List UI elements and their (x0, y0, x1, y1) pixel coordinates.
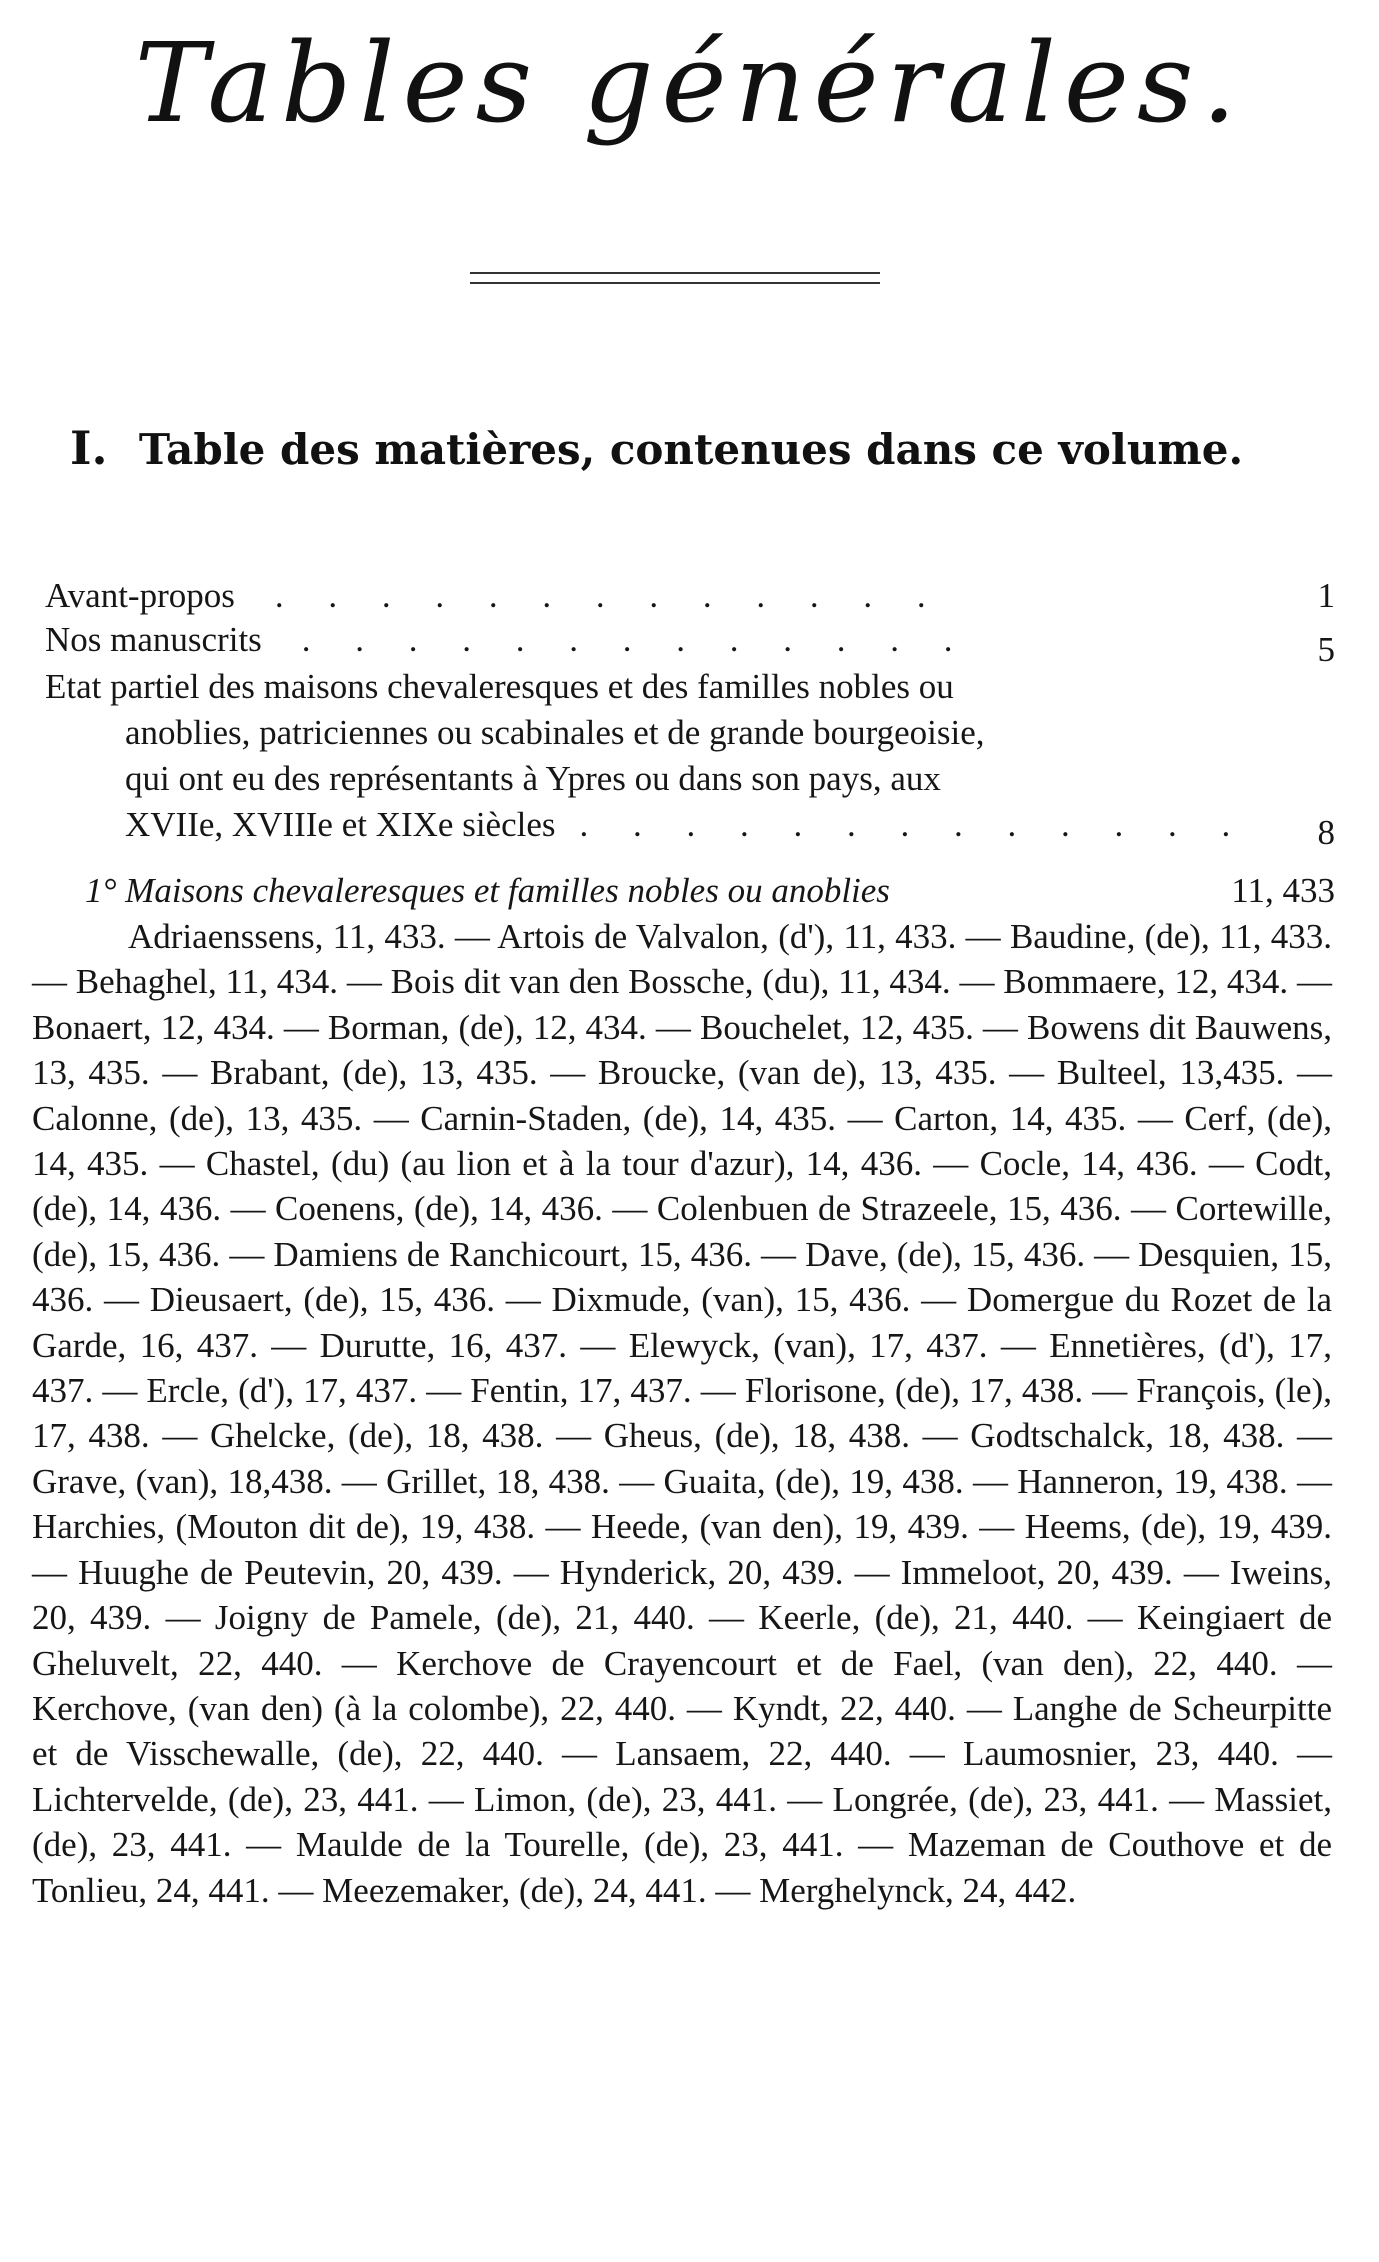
subsection-label: 1° Maisons chevaleresques et familles nobles ou anoblies (85, 871, 890, 910)
toc-entry-line: XVIIe, XVIIIe et XIXe siècles (125, 805, 556, 844)
toc-entry-label: Nos manuscrits (45, 620, 262, 659)
toc-entry-line: anoblies, patriciennes ou scabinales et de grande bourgeoisie, (125, 713, 985, 752)
toc-entry-page: 1 (1317, 576, 1335, 615)
family-list-text: Adriaenssens, 11, 433. — Artois de Valvalon, (d'), 11, 433. — Baudine, (de), 11, 433. — Behaghel, 11, 434. — Bois dit van den Bossche, (du), 11, 434. — Bommaere, 12, 434. — Bonaert, 12, 434. — Borman, (de), 12, 434. — Bouchelet, 12, 435. — Bowens dit Bauwens, 13, 435. — Brabant, (de), 13, 435. — Broucke, (van de), 13, 435. — Bulteel, 13,435. — Calonne, (de), 13, 435. — Carnin-Staden, (de), 14, 435. — Carton, 14, 435. — Cerf, (de), 14, 435. — Chastel, (du) (au lion et à la tour d'azur), 14, 436. — Cocle, 14, 436. — Codt, (de), 14, 436. — Coenens, (de), 14, 436. — Colenbuen de Strazeele, 15, 436. — Cortewille, (de), 15, 436. — Damiens de Ranchicourt, 15, 436. — Dave, (de), 15, 436. — Desquien, 15, 436. — Dieusaert, (de), 15, 436. — Dixmude, (van), 15, 436. — Domergue du Rozet de la Garde, 16, 437. — Durutte, 16, 437. — Elewyck, (van), 17, 437. — Ennetières, (d'), 17, 437. — Ercle, (d'), 17, 437. — Fentin, 17, 437. — Florisone, (de), 17, 438. — François, (le), 17, 438. — Ghelcke, (de), 18, 438. — Gheus, (de), 18, 438. — Godtschalck, 18, 438. — Grave, (van), 18,438. — Grillet, 18, 438. — Guaita, (de), 19, 438. — Hanneron, 19, 438. — Harchies, (Mouton dit de), 19, 438. — Heede, (van den), 19, 439. — Heems, (de), 19, 439. — Huughe de Peutevin, 20, 439. — Hynderick, 20, 439. — Immeloot, 20, 439. — Iweins, 20, 439. — Joigny de Pamele, (de), 21, 440. — Keerle, (de), 21, 440. — Keingiaert de Gheluvelt, 22, 440. — Kerchove de Crayencourt et de Fael, (van den), 22, 440. — Kerchove, (van den) (à la colombe), 22, 440. — Kyndt, 22, 440. — Langhe de Scheurpitte et de Visschewalle, (de), 22, 440. — Lansaem, 22, 440. — Laumosnier, 23, 440. — Lichtervelde, (de), 23, 441. — Limon, (de), 23, 441. — Longrée, (de), 23, 441. — Massiet, (de), 23, 441. — Maulde de la Tourelle, (de), 23, 441. — Mazeman de Couthove et de Tonlieu, 24, 441. — Meezemaker, (de), 24, 441. — Merghelynck, 24, 442. (32, 917, 1332, 1910)
leader-dots: . . . . . . . . . . . . . (301, 620, 971, 659)
section-heading (70, 420, 1243, 478)
toc-entry-last-line (45, 802, 1335, 852)
leader-dots: . . . . . . . . . . . . . (579, 805, 1249, 844)
toc-entry-page: 5 (1317, 630, 1335, 669)
toc-entry-nos-manuscrits (45, 618, 1335, 669)
toc-subsection-maisons (85, 868, 1335, 914)
page-title: Tables générales. (134, 19, 1245, 147)
subsection-pages: 11, 433 (1231, 871, 1335, 910)
family-list-paragraph (32, 914, 1332, 1913)
section-heading-text: Table des matières, contenues dans ce volume. (138, 425, 1244, 474)
title-divider-top (470, 272, 880, 274)
toc-entry-line: qui ont eu des représentants à Ypres ou dans son pays, aux (125, 759, 941, 798)
leader-dots: . . . . . . . . . . . . . (274, 576, 944, 615)
toc-entry-label: Avant-propos (45, 576, 235, 615)
toc-entry-etat-partiel (45, 664, 1335, 852)
toc-entry-page: 8 (1317, 813, 1335, 852)
title-divider-bottom (470, 282, 880, 284)
toc-entry-line: Etat partiel des maisons chevaleresques et des familles nobles ou (45, 667, 954, 706)
section-numeral: I. (70, 421, 108, 475)
toc-entry-avant-propos (45, 574, 1335, 618)
